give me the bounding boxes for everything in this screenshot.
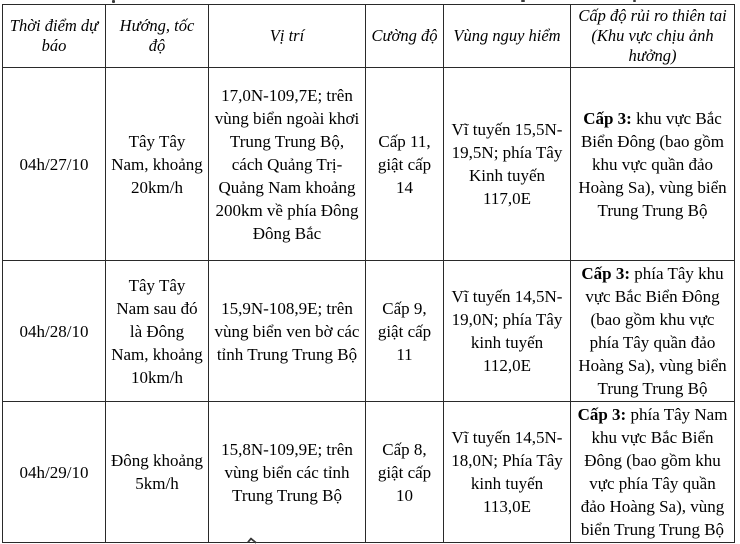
table-row-29-10 xyxy=(3,402,735,543)
cell-direction-speed: Tây Tây Nam sau đó là Đông Nam, khoảng 10km/h xyxy=(106,261,209,402)
cell-intensity: Cấp 8, giật cấp 10 xyxy=(366,402,444,543)
cell-risk xyxy=(571,68,735,261)
col-header-direction-speed: Hướng, tốc độ xyxy=(106,5,209,68)
clipped-text-fragment-above xyxy=(521,0,525,2)
cell-danger-zone: Vĩ tuyến 14,5N-19,0N; phía Tây kinh tuyến 112,0E xyxy=(444,261,571,402)
risk-area-text: khu vực Bắc Biển Đông (bao gồm khu vực quần đảo Hoàng Sa), vùng biển Trung Trung Bộ xyxy=(578,108,727,220)
cell-position: 15,9N-108,9E; trên vùng biển ven bờ các tỉnh Trung Trung Bộ xyxy=(209,261,366,402)
risk-level-label: Cấp 3: xyxy=(581,264,630,283)
cell-forecast-time: 04h/28/10 xyxy=(3,261,106,402)
clipped-text-fragment-above xyxy=(112,0,115,3)
cell-forecast-time: 04h/27/10 xyxy=(3,68,106,261)
risk-area-text: phía Tây khu vực Bắc Biển Đông (bao gồm khu vực phía Tây quần đảo Hoàng Sa), vùng biển Trung Trung Bộ xyxy=(578,264,727,398)
col-header-risk-level: Cấp độ rủi ro thiên tai (Khu vực chịu ảnh hưởng) xyxy=(571,5,735,68)
cell-position: 15,8N-109,9E; trên vùng biển các tỉnh Trung Trung Bộ xyxy=(209,402,366,543)
cell-position: 17,0N-109,7E; trên vùng biển ngoài khơi Trung Trung Bộ, cách Quảng Trị-Quảng Nam khoảng 200km về phía Đông Đông Bắc xyxy=(209,68,366,261)
cell-danger-zone: Vĩ tuyến 14,5N-18,0N; Phía Tây kinh tuyến 113,0E xyxy=(444,402,571,543)
cell-risk xyxy=(571,261,735,402)
risk-level-label: Cấp 3: xyxy=(583,108,632,128)
cell-direction-speed: Đông khoảng 5km/h xyxy=(106,402,209,543)
cell-danger-zone: Vĩ tuyến 15,5N-19,5N; phía Tây Kinh tuyến 117,0E xyxy=(444,68,571,261)
table-row-28-10 xyxy=(3,261,735,402)
table-row-27-10 xyxy=(3,68,735,261)
col-header-intensity: Cường độ xyxy=(366,5,444,68)
cell-intensity: Cấp 11, giật cấp 14 xyxy=(366,68,444,261)
cell-forecast-time: 04h/29/10 xyxy=(3,402,106,543)
col-header-forecast-time: Thời điểm dự báo xyxy=(3,5,106,68)
cell-direction-speed: Tây Tây Nam, khoảng 20km/h xyxy=(106,68,209,261)
cell-risk xyxy=(571,402,735,543)
risk-level-label: Cấp 3: xyxy=(577,405,627,424)
table-header-row xyxy=(3,5,735,68)
col-header-position: Vị trí xyxy=(209,5,366,68)
col-header-danger-zone: Vùng nguy hiểm xyxy=(444,5,571,68)
storm-forecast-table xyxy=(2,4,735,543)
clipped-text-fragment-above xyxy=(633,0,636,2)
risk-area-text: phía Tây Nam khu vực Bắc Biển Đông (bao gồm khu vực phía Tây quần đảo Hoàng Sa), vùng biển Trung Trung Bộ xyxy=(580,405,728,539)
cell-intensity: Cấp 9, giật cấp 11 xyxy=(366,261,444,402)
